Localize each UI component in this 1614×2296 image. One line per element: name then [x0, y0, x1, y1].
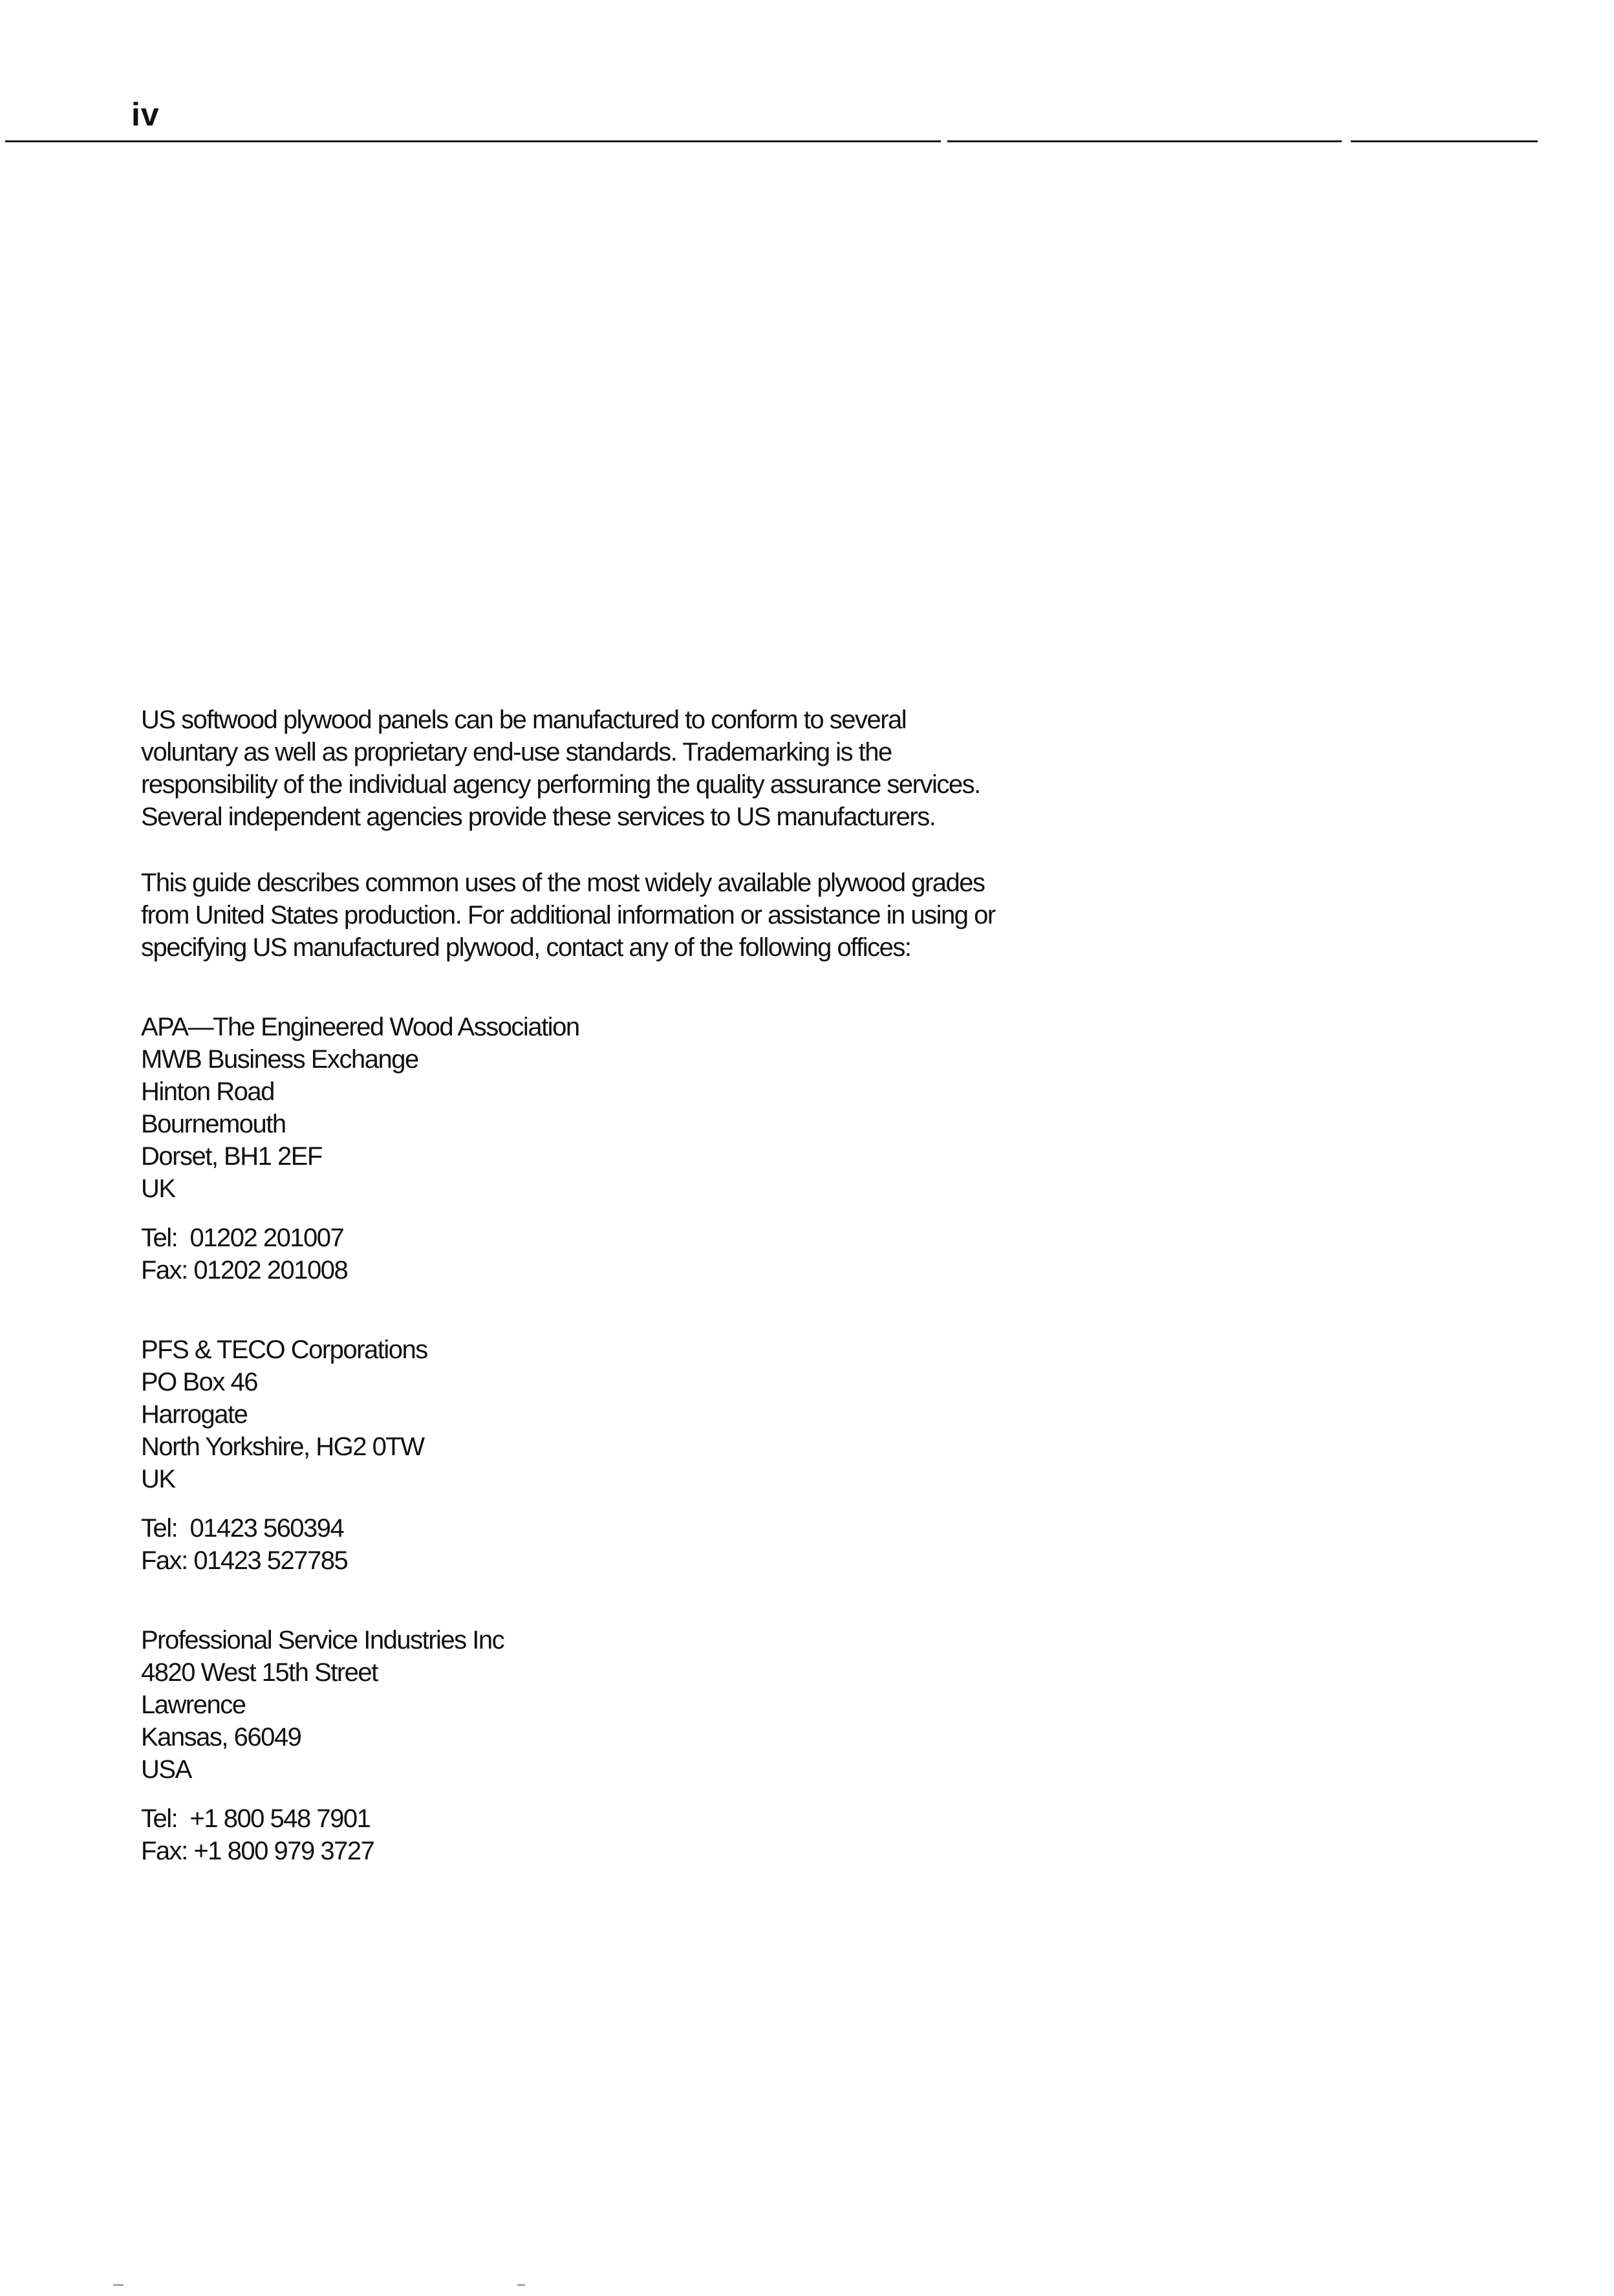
text-line: US softwood plywood panels can be manufactured to conform to several	[141, 706, 907, 734]
header-rule-gap	[941, 138, 947, 144]
text-line: specifying US manufactured plywood, contact any of the following offices:	[141, 933, 911, 962]
address-line: USA	[141, 1755, 191, 1784]
contact-address	[141, 1334, 1111, 1495]
intro-paragraph-1	[141, 704, 1111, 833]
address-line: Bournemouth	[141, 1110, 286, 1138]
text-line: voluntary as well as proprietary end-use standards. Trademarking is the	[141, 738, 892, 766]
address-line: Lawrence	[141, 1691, 246, 1719]
address-line: Professional Service Industries Inc	[141, 1626, 504, 1654]
tel-number: Tel: +1 800 548 7901	[141, 1804, 371, 1833]
address-line: UK	[141, 1465, 175, 1493]
text-line: from United States production. For additional information or assistance in using or	[141, 901, 995, 929]
page-number: iv	[131, 96, 160, 133]
page-body	[141, 704, 1111, 1914]
address-line: North Yorkshire, HG2 0TW	[141, 1433, 424, 1461]
fax-number: Fax: +1 800 979 3727	[141, 1837, 374, 1865]
fax-number: Fax: 01202 201008	[141, 1256, 348, 1284]
address-line: Harrogate	[141, 1400, 248, 1429]
scan-speck	[113, 2284, 124, 2286]
contact-psi	[141, 1624, 1111, 1867]
contact-phones	[141, 1222, 1111, 1286]
address-line: 4820 West 15th Street	[141, 1658, 378, 1687]
address-line: UK	[141, 1175, 175, 1203]
intro-paragraph-2	[141, 867, 1111, 964]
address-line: MWB Business Exchange	[141, 1045, 418, 1074]
address-line: PFS & TECO Corporations	[141, 1336, 427, 1364]
address-line: PO Box 46	[141, 1368, 257, 1396]
text-line: Several independent agencies provide these services to US manufacturers.	[141, 803, 936, 831]
address-line: Kansas, 66049	[141, 1723, 301, 1751]
header-rule-gap	[1342, 138, 1351, 144]
header-rule	[5, 140, 1538, 142]
fax-number: Fax: 01423 527785	[141, 1546, 348, 1575]
contact-phones	[141, 1803, 1111, 1867]
text-line: responsibility of the individual agency performing the quality assurance services.	[141, 770, 980, 799]
contact-address	[141, 1624, 1111, 1786]
text-line: This guide describes common uses of the most widely available plywood grades	[141, 869, 985, 897]
address-line: Hinton Road	[141, 1078, 274, 1106]
contact-phones	[141, 1512, 1111, 1577]
address-line: APA—The Engineered Wood Association	[141, 1013, 579, 1041]
tel-number: Tel: 01423 560394	[141, 1514, 344, 1543]
contact-apa	[141, 1011, 1111, 1286]
contact-address	[141, 1011, 1111, 1205]
address-line: Dorset, BH1 2EF	[141, 1142, 322, 1171]
contact-pfs-teco	[141, 1334, 1111, 1577]
tel-number: Tel: 01202 201007	[141, 1224, 344, 1252]
scan-speck	[517, 2284, 525, 2286]
